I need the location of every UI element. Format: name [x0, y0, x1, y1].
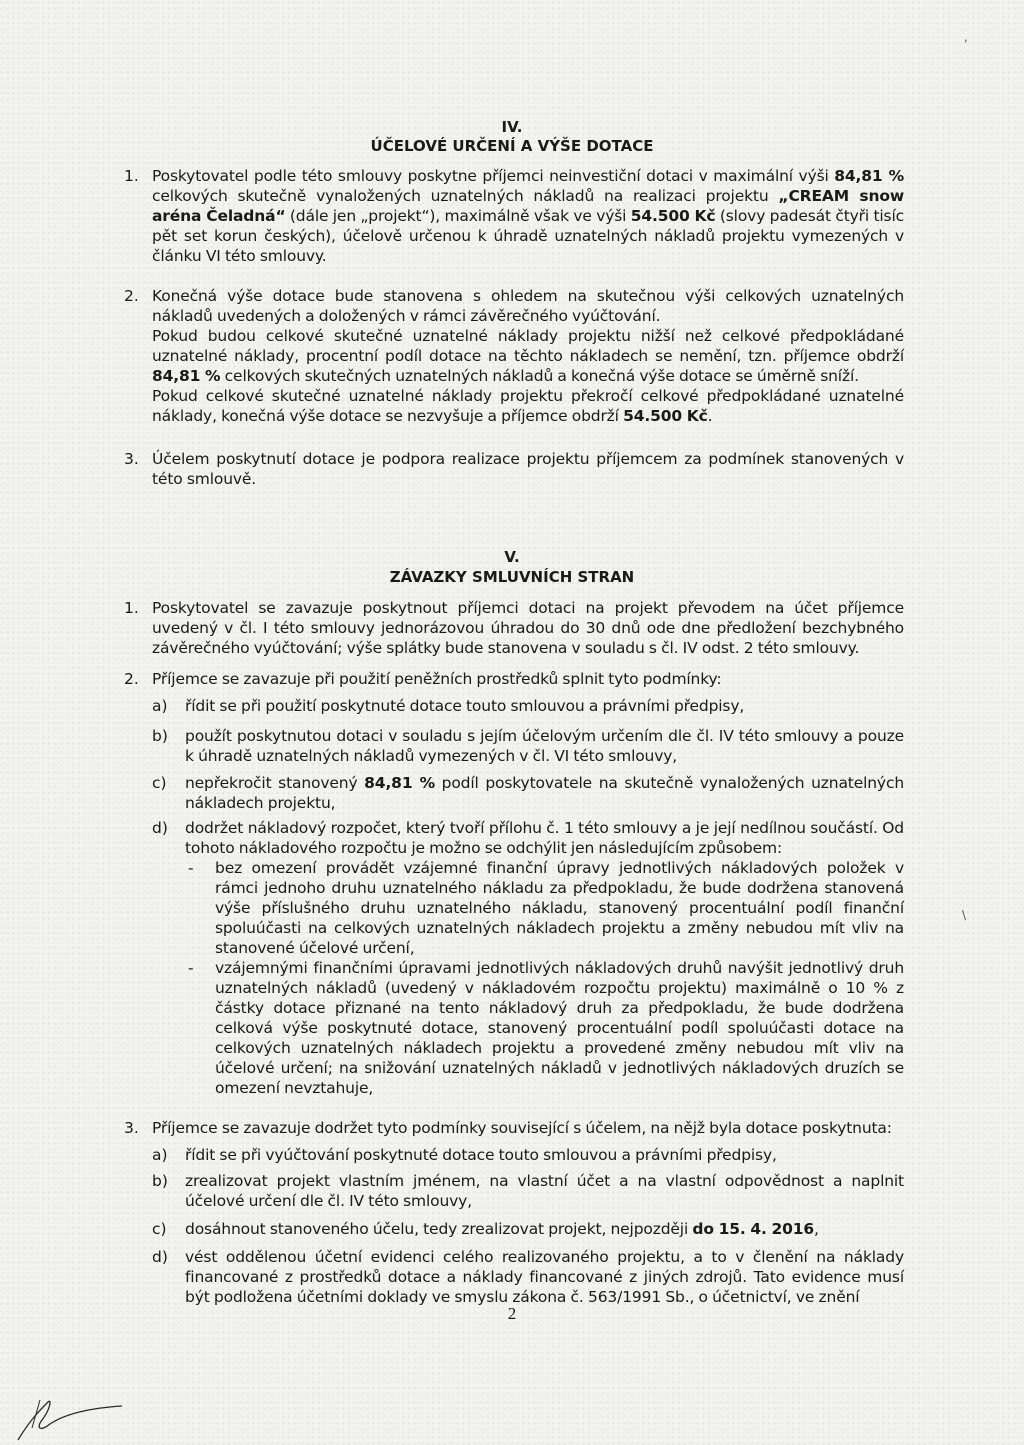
iv-item-1-percentage: 84,81 % — [834, 167, 904, 185]
v-item-3-b-text: zrealizovat projekt vlastním jménem, na vlastní účet a na vlastní odpovědnost a naplnit účelové určení dle čl. IV této smlouvy, — [185, 1172, 904, 1210]
v-item-2-c-label: c) — [152, 774, 167, 792]
iv-item-3-number: 3. — [124, 450, 139, 468]
v-item-2-d-label: d) — [152, 819, 168, 837]
v-item-3-d-label: d) — [152, 1248, 168, 1266]
v-item-3-a-label: a) — [152, 1146, 168, 1164]
iv-item-2-paragraph-3: Pokud celkové skutečné uznatelné náklady projektu překročí celkové předpokládané uznatelné náklady, konečná výše dotace se nezvyšuje a příjemce obdrží 54.500 Kč. — [152, 387, 904, 425]
v-item-3-a-text: řídit se při vyúčtování poskytnuté dotace touto smlouvou a právními předpisy, — [185, 1146, 777, 1164]
v-item-2-dash-2-text: vzájemnými finančními úpravami jednotlivých nákladových druhů navýšit jednotlivý druh uznatelných nákladů (uvedený v nákladovém rozpočtu projektu) maximálně o 10 % z částky dotace přiznané na tento nákladový druh za předpokladu, že bude dodržena celková výše poskytnuté dotace, stanovený procentuální podíl spoluúčasti dotace na celkových uznatelných nákladech projektu a provedené změny nebudou mít vliv na účelové určení; na snižování uznatelných nákladů v jednotlivých nákladových druzích se omezení nevztahuje, — [215, 959, 904, 1097]
iv-item-2-number: 2. — [124, 287, 139, 305]
section-v-number: V. — [504, 548, 520, 566]
section-iv-title: ÚČELOVÉ URČENÍ A VÝŠE DOTACE — [370, 137, 654, 155]
v-item-2-b-label: b) — [152, 727, 168, 745]
iv-item-2-paragraph-1: Konečná výše dotace bude stanovena s ohledem na skutečnou výši celkových uznatelných nákladů uvedených a doložených v rámci závěrečného vyúčtování. — [152, 287, 904, 325]
section-iv-number: IV. — [501, 118, 523, 136]
page-number: 2 — [507, 1304, 517, 1323]
v-item-3-number: 3. — [124, 1119, 139, 1137]
scan-mark: \ — [962, 908, 967, 922]
deadline-date: do 15. 4. 2016 — [692, 1220, 814, 1238]
v-item-2-number: 2. — [124, 670, 139, 688]
signature-mark — [10, 1380, 130, 1445]
v-item-2-c-text: nepřekročit stanovený 84,81 % podíl poskytovatele na skutečně vynaložených uznatelných nákladech projektu, — [185, 774, 905, 812]
v-item-2-d-text: dodržet nákladový rozpočet, který tvoří přílohu č. 1 této smlouvy a je její nedílnou součástí. Od tohoto nákladového rozpočtu je možno se odchýlit jen následujícím způsobem: — [185, 819, 904, 857]
iv-item-1-text: Poskytovatel podle této smlouvy poskytne příjemci neinvestiční dotaci v maximální výši 84,81 % celkových skutečně vynaložených uznatelných nákladů na realizaci projektu „CREAM snow aréna Čeladná“ (dále jen „projekt“), maximálně však ve výši 54.500 Kč (slovy padesát čtyři tisíc pět set korun českých), účelově určenou k úhradě uznatelných nákladů projektu vymezených v článku VI této smlouvy. — [152, 167, 905, 265]
v-item-1-number: 1. — [124, 599, 139, 617]
project-name: „CREAM snow aréna Čeladná“ — [152, 187, 904, 225]
v-item-2-dash-1-label: - — [188, 859, 194, 877]
v-item-3-c-text: dosáhnout stanoveného účelu, tedy zrealizovat projekt, nejpozději do 15. 4. 2016, — [185, 1220, 819, 1238]
v-item-2-a-label: a) — [152, 697, 168, 715]
section-v-title: ZÁVAZKY SMLUVNÍCH STRAN — [389, 568, 635, 586]
v-item-2-dash-2-label: - — [188, 959, 194, 977]
iv-item-2-text — [152, 286, 904, 426]
v-item-2-intro: Příjemce se zavazuje při použití peněžních prostředků splnit tyto podmínky: — [152, 670, 722, 688]
v-item-2-a-text: řídit se při použití poskytnuté dotace touto smlouvou a právními předpisy, — [185, 697, 745, 715]
v-item-3-b-label: b) — [152, 1172, 168, 1190]
v-item-1-text: Poskytovatel se zavazuje poskytnout příjemci dotaci na projekt převodem na účet příjemce uvedený v čl. I této smlouvy jednorázovou úhradou do 30 dnů ode dne předložení bezchybného závěrečného vyúčtování; výše splátky bude stanovena v souladu s čl. IV odst. 2 této smlouvy. — [152, 599, 904, 657]
v-item-2-b-text: použít poskytnutou dotaci v souladu s jejím účelovým určením dle čl. IV této smlouvy a pouze k úhradě uznatelných nákladů vymezených v čl. VI této smlouvy, — [185, 727, 904, 765]
v-item-2-dash-1-text: bez omezení provádět vzájemné finanční úpravy jednotlivých nákladových položek v rámci jednoho druhu uznatelného nákladu za předpokladu, že bude dodržena stanovená výše příslušného druhu uznatelného nákladu, stanovený procentuální podíl finanční spoluúčasti na celkových uznatelných nákladech projektu a změny nebudou mít vliv na stanovené účelové určení, — [215, 859, 904, 957]
iv-item-2-paragraph-2: Pokud budou celkové skutečné uznatelné náklady projektu nižší než celkové předpokládané uznatelné náklady, procentní podíl dotace na těchto nákladech se nemění, tzn. příjemce obdrží 84,81 % celkových skutečných uznatelných nákladů a konečná výše dotace se úměrně sníží. — [152, 327, 904, 385]
max-amount: 54.500 Kč — [630, 207, 716, 225]
v-item-3-c-label: c) — [152, 1220, 167, 1238]
scan-mark: , — [964, 30, 968, 44]
v-item-3-d-text: vést oddělenou účetní evidenci celého realizovaného projektu, a to v členění na náklady financované z prostředků dotace a náklady financované z jiných zdrojů. Tato evidence musí být podložena účetními doklady ve smyslu zákona č. 563/1991 Sb., o účetnictví, ve znění — [185, 1248, 904, 1306]
iv-item-3-text: Účelem poskytnutí dotace je podpora realizace projektu příjemcem za podmínek stanovených v této smlouvě. — [152, 450, 904, 488]
v-item-3-intro: Příjemce se zavazuje dodržet tyto podmínky související s účelem, na nějž byla dotace poskytnuta: — [152, 1119, 892, 1137]
iv-item-1-number: 1. — [124, 167, 139, 185]
